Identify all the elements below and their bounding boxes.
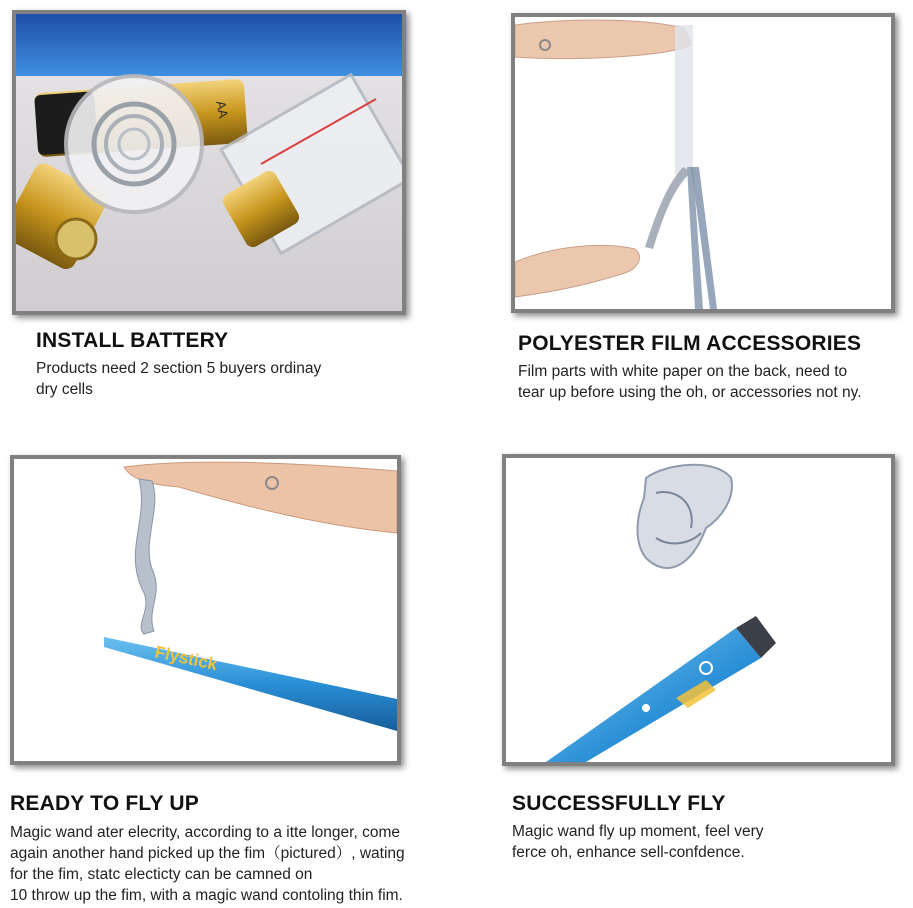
desc-line: again another hand picked up the fim（pictured）, wating [10,845,405,862]
battery-label: AA [213,99,232,120]
panel-desc-successfully-fly [512,821,764,863]
film-photo-frame [511,13,895,313]
panel-desc-install-battery [36,358,321,400]
film-floating-photo [506,458,891,762]
desc-line: tear up before using the oh, or accessories not ny. [518,384,862,401]
desc-line: Magic wand fly up moment, feel very [512,823,764,840]
desc-line: for the fim, statc electicty can be camned on [10,866,313,883]
panel-title-ready-to-fly: READY TO FLY UP [10,792,199,815]
success-photo-frame [502,454,895,766]
hand-holding-film-photo [14,459,397,761]
panel-title-install-battery: INSTALL BATTERY [36,329,229,352]
wand-label: Flystick [153,642,220,675]
panel-desc-ready-to-fly [10,822,405,906]
panel-desc-polyester-film [518,361,862,403]
desc-line: dry cells [36,381,93,398]
battery-photo-frame [12,10,406,315]
desc-line: Products need 2 section 5 buyers ordinay [36,360,322,377]
ready-photo-frame [10,455,401,765]
film-tearing-photo [515,17,891,309]
desc-line: Magic wand ater elecrity, according to a itte longer, come [10,824,400,841]
panel-title-polyester-film: POLYESTER FILM ACCESSORIES [518,332,862,355]
desc-line: ferce oh, enhance sell-confdence. [512,844,745,861]
panel-title-successfully-fly: SUCCESSFULLY FLY [512,792,726,815]
battery-photo [16,14,402,311]
desc-line: Film parts with white paper on the back, need to [518,363,848,380]
desc-line: 10 throw up the fim, with a magic wand contoling thin fim. [10,887,403,904]
